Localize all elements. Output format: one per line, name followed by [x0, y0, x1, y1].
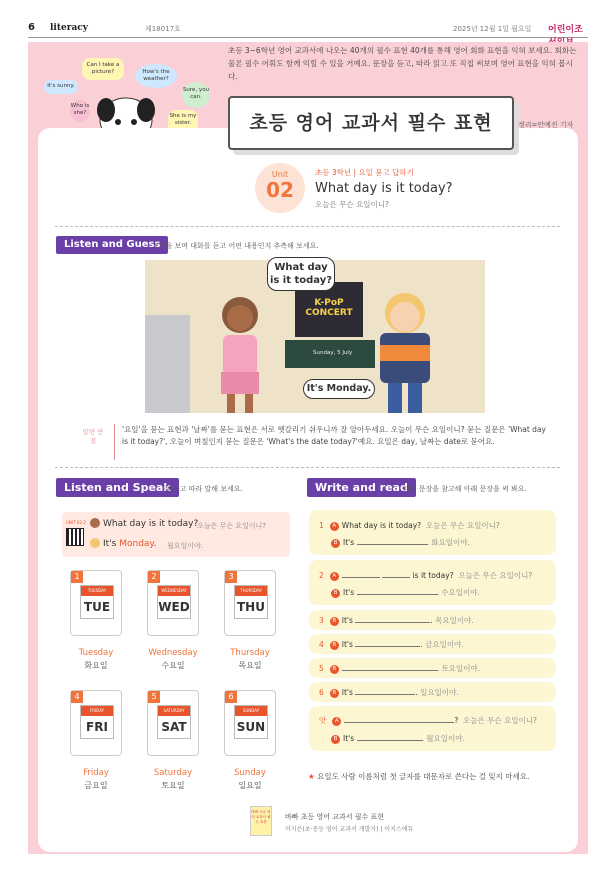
row-a-korean: 오늘은 무슨 요일이니?: [463, 716, 537, 725]
speaker-b-badge: B: [331, 539, 340, 548]
calendar-icon: [80, 585, 114, 619]
calendar-weekday: SATURDAY: [158, 706, 190, 716]
calendar-day-short: SUN: [236, 720, 266, 734]
calendar-weekday: FRIDAY: [81, 706, 113, 716]
book-info: 이지은(초·중등 영어 교과서 개발자) | 이지스에듀: [285, 826, 414, 833]
day-number: 5: [148, 691, 160, 703]
day-number: 4: [71, 691, 83, 703]
day-korean: 수요일: [161, 661, 185, 670]
tip-divider: [114, 424, 115, 460]
day-english: Sunday: [234, 768, 266, 778]
bubble-sister: She is my sister.: [168, 110, 198, 134]
divider: [55, 467, 560, 468]
issue-date: 2025년 12월 1일 월요일: [453, 25, 532, 33]
calendar-icon: [80, 705, 114, 739]
row-b-text: It's: [343, 538, 355, 547]
answer-blank[interactable]: [344, 715, 454, 723]
answer-blank[interactable]: [355, 615, 430, 623]
calendar-day-short: WED: [158, 600, 190, 614]
calendar-day-short: FRI: [86, 720, 108, 734]
calendar-weekday: THURSDAY: [235, 586, 267, 596]
day-card: [70, 570, 122, 636]
day-korean: 토요일: [161, 781, 185, 790]
day-number: 6: [225, 691, 237, 703]
write-read-label: Write and read: [307, 478, 416, 497]
day-english: Saturday: [153, 768, 193, 778]
bubble-weather: How's the weather?: [135, 64, 177, 88]
girl-avatar-icon: [90, 518, 100, 528]
row-number: 2: [319, 571, 324, 580]
answer-suffix: .: [153, 539, 157, 549]
row-b-korean: 금요일이야.: [425, 640, 464, 649]
bubble-sure: Sure, you can.: [182, 82, 210, 108]
calendar-day-short: SAT: [161, 720, 187, 734]
unit-subtitle: 초등 3학년 | 요일 묻고 답하기: [315, 168, 414, 177]
row-a-text: What day is it today?: [341, 521, 422, 530]
footnote-text: 요일도 사람 이름처럼 첫 글자를 대문자로 쓴다는 걸 잊지 마세요.: [317, 772, 530, 781]
write-row-7: 앗 A ? 오늘은 무슨 요일이니? B It's . 월요일이야.: [309, 706, 556, 751]
write-row-5: 5 B . 토요일이야.: [309, 658, 556, 678]
day-card: [224, 570, 276, 636]
row-b-korean: 토요일이야.: [441, 664, 481, 673]
unit-question-korean: 오늘은 무슨 요일이니?: [315, 200, 389, 209]
answer-blank[interactable]: [382, 570, 410, 578]
calendar-icon: [234, 705, 268, 739]
answer-blank[interactable]: [342, 570, 380, 578]
speaker-b-badge: B: [330, 665, 339, 674]
issue-number: 제18017호: [145, 25, 181, 33]
answer-blank[interactable]: [357, 537, 427, 545]
row-a-korean: 오늘은 무슨 요일이니?: [458, 571, 533, 580]
write-footnote: [308, 771, 529, 782]
row-b-text: It's: [341, 688, 353, 697]
listen-speak-note: 잘 듣고 따라 말해 보세요.: [164, 485, 243, 493]
day-number: 2: [148, 571, 160, 583]
book-cover-icon: 바빠 초등 영어 교과서 필수 표현: [250, 806, 272, 836]
calendar-day-short: TUE: [83, 600, 111, 614]
answer-blank[interactable]: [342, 663, 437, 671]
speak-answer-korean: 월요일이야.: [167, 542, 204, 550]
speak-answer: [103, 539, 156, 549]
write-row-4: 4 B It's . 금요일이야.: [309, 634, 556, 654]
answer-prefix: It's: [103, 539, 120, 549]
row-number: 5: [319, 664, 324, 673]
row-number: 6: [319, 688, 324, 697]
girl-icon: [205, 280, 285, 413]
poster-text: K-PoP CONCERT: [305, 298, 353, 318]
calendar-icon: [157, 585, 191, 619]
bubble-who: Who is she?: [70, 100, 90, 122]
calendar-icon: [157, 705, 191, 739]
day-number: 1: [71, 571, 83, 583]
day-card: [224, 690, 276, 756]
calendar-day-short: THU: [237, 600, 265, 614]
write-row-6: 6 B It's . 일요일이야.: [309, 682, 556, 702]
bubble-sunny: It's sunny.: [44, 80, 78, 94]
speech-bubble-answer: It's Monday.: [303, 379, 375, 399]
bubble-take-picture: Can I take a picture?: [82, 58, 124, 80]
speaker-a-badge: A: [330, 572, 339, 581]
row-b-korean: 월요일이야.: [426, 734, 465, 743]
write-read-note: 패턴 문장을 참고해 아래 문장을 써 봐요.: [403, 485, 527, 493]
answer-blank[interactable]: [355, 687, 415, 695]
row-b-text: It's: [343, 588, 355, 597]
page-number: 6: [28, 22, 35, 33]
page-header: [28, 22, 588, 38]
listen-guess-label: Listen and Guess: [56, 236, 168, 254]
boy-avatar-icon: [90, 538, 100, 548]
speaker-b-badge: B: [330, 689, 339, 698]
divider: [55, 226, 560, 227]
qr-code-icon[interactable]: [66, 528, 84, 546]
calendar-weekday: SUNDAY: [235, 706, 267, 716]
reporter-credit: 정리=안예진 기자: [518, 121, 574, 129]
write-row-3: 3 B It's . 목요일이야.: [309, 610, 556, 630]
calendar-icon: [234, 585, 268, 619]
speaker-b-badge: B: [331, 735, 340, 744]
day-english: Thursday: [230, 648, 270, 658]
day-korean: 금요일: [84, 781, 108, 790]
day-korean: 목요일: [238, 661, 262, 670]
row-b-text: It's: [341, 640, 353, 649]
answer-blank[interactable]: [355, 639, 420, 647]
listen-guess-note: 그림을 보며 대화를 듣고 어떤 내용인지 추측해 보세요.: [152, 242, 319, 250]
day-number: 3: [225, 571, 237, 583]
row-a-text: is it today?: [412, 571, 454, 580]
row-b-korean: 수요일이야.: [441, 588, 480, 597]
write-row-2: 2 A is it today? 오늘은 무슨 요일이니? B It's . 수요일이야.: [309, 560, 556, 605]
cabinet: [145, 315, 190, 413]
star-icon: ★: [308, 772, 315, 781]
answer-blank[interactable]: [357, 587, 437, 595]
speaker-b-badge: B: [330, 641, 339, 650]
calendar-weekday: WEDNESDAY: [158, 586, 190, 596]
speak-question-korean: 오늘은 무슨 요일이니?: [197, 522, 267, 530]
unit-number: 02: [266, 178, 294, 202]
speaker-a-badge: A: [330, 522, 339, 531]
calendar-weekday: TUESDAY: [81, 586, 113, 596]
row-number: 1: [319, 521, 324, 530]
day-card: [147, 690, 199, 756]
day-english: Tuesday: [78, 648, 114, 658]
page-title: 초등 영어 교과서 필수 표현: [228, 96, 514, 150]
day-korean: 일요일: [238, 781, 262, 790]
paper-name: 어린이조: [548, 25, 583, 35]
qr-label-2: UNIT 02-2: [66, 520, 86, 525]
row-a-text: ?: [454, 716, 459, 725]
speaker-b-badge: B: [330, 617, 339, 626]
row-b-korean: 일요일이야.: [420, 688, 459, 697]
row-number: 3: [319, 616, 324, 625]
day-english: Friday: [83, 768, 109, 778]
row-b-korean: 목요일이야.: [435, 616, 474, 625]
answer-day: Monday: [119, 539, 154, 549]
speech-bubble-question: What day is it today?: [267, 257, 335, 291]
unit-question: What day is it today?: [315, 181, 453, 196]
tip-label: 알면 만점: [82, 428, 104, 445]
day-english: Wednesday: [148, 648, 198, 658]
chalkboard-text: Sunday, 5 July: [313, 350, 353, 356]
row-a-korean: 오늘은 무슨 요일이니?: [425, 521, 500, 530]
row-b-text: It's: [341, 616, 353, 625]
write-row-1: 1 A What day is it today? 오늘은 무슨 요일이니? B It's . 화요일이야.: [309, 510, 556, 555]
tip-text: '요일'을 묻는 표현과 '날짜'를 묻는 표현은 서로 헷갈리기 쉬우니까 잘 알아두세요. 오늘이 무슨 요일이니? 묻는 질문은 'What day is it today?', 오늘이 며칠인지 묻는 질문은 'What's the date today?'예요. 요일은 day, 날짜는 date로 묻어요.: [122, 425, 546, 446]
row-b-text: It's: [343, 734, 355, 743]
day-card: [70, 690, 122, 756]
speaker-a-badge: A: [332, 717, 341, 726]
answer-blank[interactable]: [357, 733, 422, 741]
row-number: 4: [319, 640, 324, 649]
unit-badge: [255, 163, 305, 213]
book-title: 바빠 초등 영어 교과서 필수 표현: [285, 813, 385, 821]
speaker-b-badge: B: [331, 589, 340, 598]
speak-question: What day is it today?: [103, 519, 199, 529]
unit-label: Unit: [271, 170, 289, 179]
day-card: [147, 570, 199, 636]
intro-text: 초등 3~6학년 영어 교과서에 나오는 40개의 필수 표현 40개를 통해 영어 회화 표현을 익혀 보세요. 회화는 물론 필수 어휘도 함께 익힐 수 있을 거예요. 문장을 듣고, 따라 읽고 또 직접 써보며 영어 표현을 익혀 봅시다.: [228, 46, 577, 81]
row-number: 앗: [319, 716, 327, 725]
day-korean: 화요일: [84, 661, 108, 670]
row-b-korean: 화요일이야.: [431, 538, 470, 547]
section-name: literacy: [50, 23, 89, 33]
listen-speak-label: Listen and Speak: [56, 478, 179, 497]
